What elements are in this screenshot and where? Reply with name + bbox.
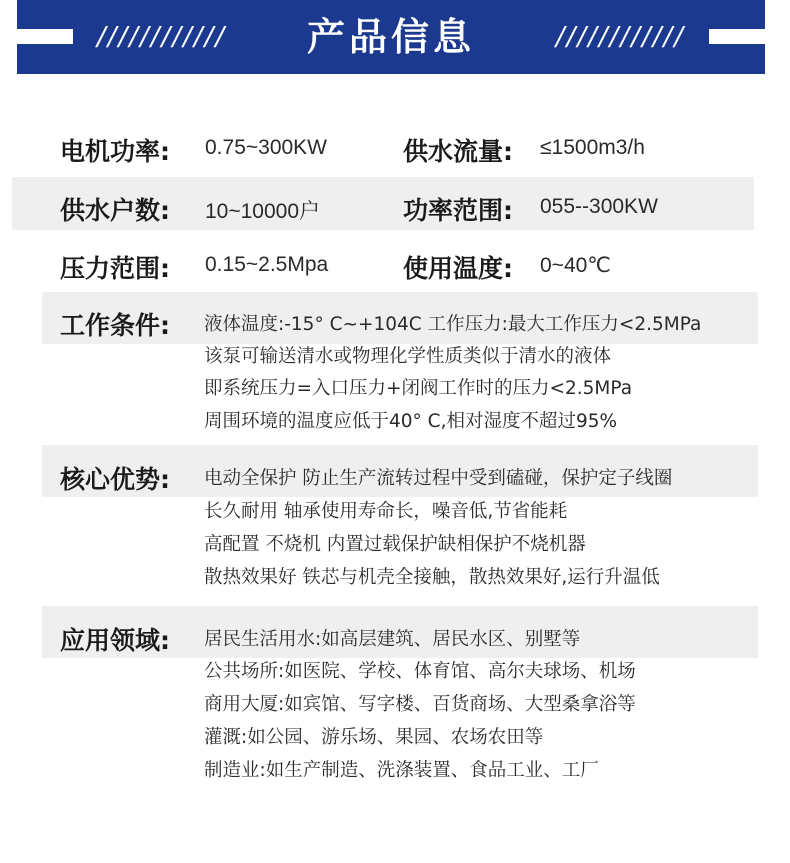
- spec-label-motor-power: 电机功率:: [60, 137, 170, 166]
- applications-line: 公共场所:如医院、学校、体育馆、高尔夫球场、机场: [204, 661, 636, 682]
- advantages-line: 高配置 不烧机 内置过载保护缺相保护不烧机器: [204, 534, 586, 555]
- conditions-line: 液体温度:-15° C~+104C 工作压力:最大工作压力<2.5MPa: [204, 314, 702, 335]
- applications-line: 制造业:如生产制造、洗涤装置、食品工业、工厂: [204, 760, 599, 781]
- spec-label-flow: 供水流量:: [403, 137, 513, 166]
- conditions-line: 该泵可输送清水或物理化学性质类似于清水的液体: [204, 346, 612, 367]
- section-label-applications: 应用领域:: [60, 626, 170, 655]
- spec-value-pressure: 0.15~2.5Mpa: [205, 253, 329, 276]
- header-banner: [17, 0, 765, 74]
- spec-value-households: 10~10000户: [205, 200, 321, 223]
- spec-value-flow: ≤1500m3/h: [540, 136, 645, 159]
- applications-line: 商用大厦:如宾馆、写字楼、百货商场、大型桑拿浴等: [204, 694, 636, 715]
- banner-slashes-left: ////////////: [97, 22, 227, 52]
- applications-line: 灌溉:如公园、游乐场、果园、农场农田等: [204, 727, 544, 748]
- section-label-conditions: 工作条件:: [60, 311, 170, 340]
- section-label-advantages: 核心优势:: [60, 465, 170, 494]
- spec-label-temperature: 使用温度:: [403, 254, 513, 283]
- spec-value-temperature: 0~40℃: [540, 254, 611, 277]
- spec-label-households: 供水户数:: [60, 196, 170, 225]
- conditions-line: 即系统压力=入口压力+闭阀工作时的压力<2.5MPa: [204, 378, 633, 399]
- spec-label-power-range: 功率范围:: [403, 196, 513, 225]
- page-title: 产品信息: [306, 15, 475, 59]
- spec-value-power-range: 055--300KW: [540, 195, 658, 218]
- advantages-line: 散热效果好 铁芯与机壳全接触，散热效果好,运行升温低: [204, 567, 660, 588]
- spec-value-motor-power: 0.75~300KW: [205, 136, 328, 159]
- advantages-line: 长久耐用 轴承使用寿命长，噪音低,节省能耗: [204, 501, 568, 522]
- applications-line: 居民生活用水:如高层建筑、居民水区、别墅等: [204, 629, 581, 650]
- advantages-line: 电动全保护 防止生产流转过程中受到磕碰，保护定子线圈: [204, 468, 673, 489]
- conditions-line: 周围环境的温度应低于40° C,相对湿度不超过95%: [204, 411, 618, 432]
- banner-right-bar: [709, 29, 765, 44]
- spec-label-pressure: 压力范围:: [60, 254, 170, 283]
- banner-slashes-right: ////////////: [555, 22, 685, 52]
